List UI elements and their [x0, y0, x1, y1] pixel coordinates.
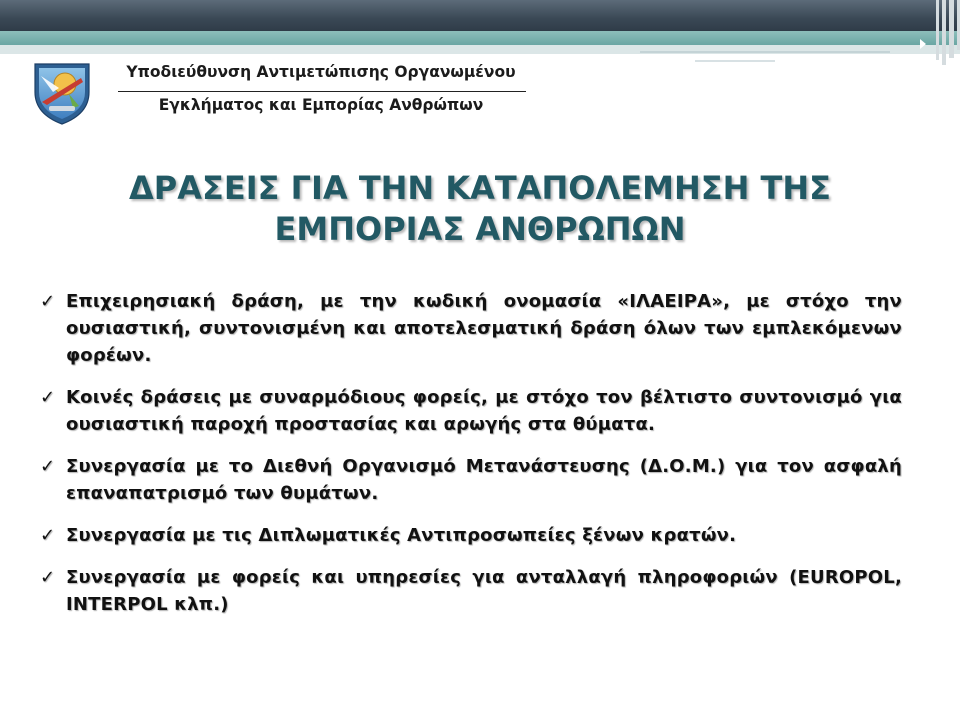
header-stripe: [640, 51, 890, 53]
bullet-text: Συνεργασία με το Διεθνή Οργανισμό Μετανάστευσης (Δ.Ο.Μ.) για τον ασφαλή επαναπατρισμό των θυμάτων.: [66, 456, 902, 504]
header-band-dark: [0, 0, 960, 31]
org-name-line-2: Εγκλήματος και Εμπορίας Ανθρώπων: [158, 96, 484, 114]
header-band-teal: [0, 31, 960, 45]
checkmark-icon: ✓: [40, 291, 56, 312]
bullet-text: Κοινές δράσεις με συναρμόδιους φορείς, με στόχο τον βέλτιστο συντονισμό για ουσιαστική παροχή προστασίας και αρωγής στα θύματα.: [66, 387, 902, 435]
slide-title-line-2: ΕΜΠΟΡΙΑΣ ΑΝΘΡΩΠΩΝ: [274, 210, 686, 248]
slide-corner-triangle-icon: [920, 39, 926, 49]
org-name-line-1: Υποδιεύθυνση Αντιμετώπισης Οργανωμένου: [126, 63, 516, 81]
checkmark-icon: ✓: [40, 387, 56, 408]
header-stripe: [695, 60, 775, 62]
bullet-text: Συνεργασία με τις Διπλωματικές Αντιπροσωπείες ξένων κρατών.: [66, 525, 737, 546]
bullet-text: Συνεργασία με φορείς και υπηρεσίες για ανταλλαγή πληροφοριών (EUROPOL, INTERPOL κλπ.): [66, 567, 902, 615]
bullet-text: Επιχειρησιακή δράση, με την κωδική ονομασία «ΙΛΑΕΙΡΑ», με στόχο την ουσιαστική, συντονισμένη και αποτελεσματική δράση όλων των εμπλεκόμενων φορέων.: [66, 291, 902, 366]
actions-bullet-list: [40, 288, 902, 618]
list-item: [40, 522, 902, 549]
checkmark-icon: ✓: [40, 456, 56, 477]
slide-title-line-1: ΔΡΑΣΕΙΣ ΓΙΑ ΤΗΝ ΚΑΤΑΠΟΛΕΜΗΣΗ ΤΗΣ: [129, 169, 831, 207]
air-force-crest-icon: [29, 58, 95, 126]
list-item: [40, 384, 902, 438]
list-item: [40, 288, 902, 369]
checkmark-icon: ✓: [40, 567, 56, 588]
slide-title: [60, 168, 900, 250]
list-item: [40, 564, 902, 618]
org-divider: [118, 91, 526, 92]
header-vertical-bars: [928, 0, 960, 65]
checkmark-icon: ✓: [40, 525, 56, 546]
list-item: [40, 453, 902, 507]
